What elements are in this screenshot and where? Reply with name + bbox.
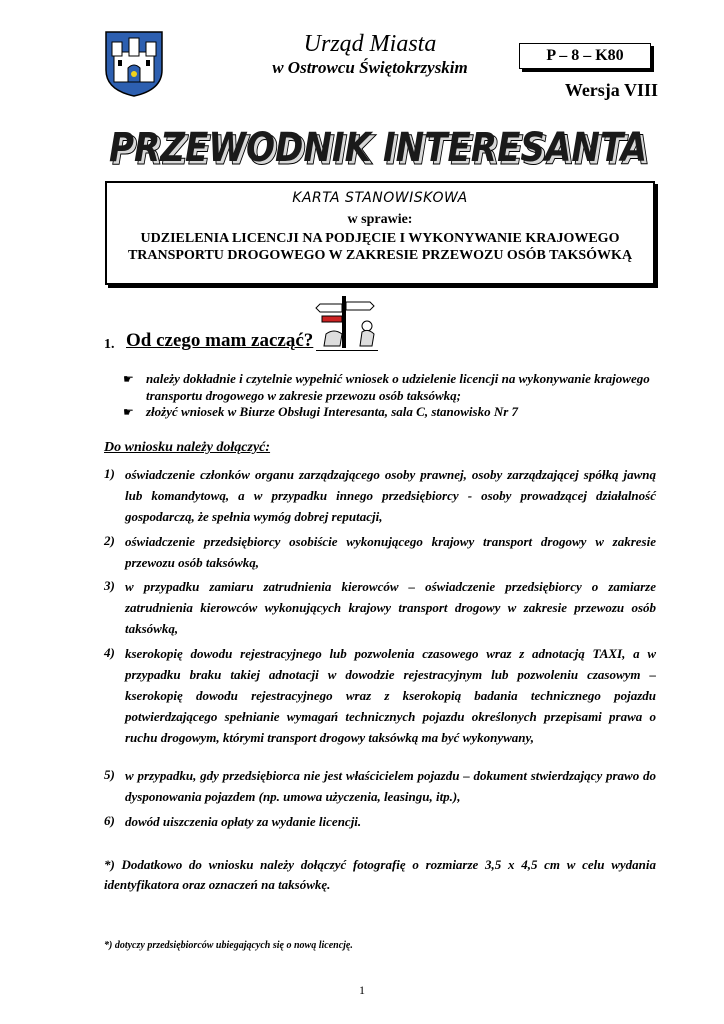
item-number: 1): [104, 466, 115, 481]
section-heading: Od czego mam zacząć?: [126, 330, 314, 351]
banner-shadow: PRZEWODNIK INTERESANTA: [112, 128, 650, 170]
card-matter-label: w sprawie:: [347, 212, 413, 227]
footnote: *) dotyczy przedsiębiorców ubiegających się o nową licencję.: [104, 940, 353, 951]
guide-banner: [104, 124, 652, 170]
section-number: 1.: [104, 337, 115, 352]
attachment-item: kserokopię dowodu rejestracyjnego lub pozwolenia czasowego wraz z adnotacją TAXI, a w przypadku braku takiej adnotacji w dowodzie rejestracyjnym lub pozwoleniu czasowym – kserokopię dowodu rejestracyjnego wraz z kserokopią badania technicznego pojazdu potwierdzającego spełnianie wymagań technicznych pojazdu określonych przepisami prawa o ruchu drogowym, którymi transport drogowy taksówką ma być wykonywany,: [125, 646, 656, 745]
office-title: Urząd Miasta: [303, 31, 437, 57]
heading-underline: [316, 350, 378, 351]
attachments-heading: Do wniosku należy dołączyć:: [104, 440, 271, 455]
page-number: 1: [359, 983, 365, 997]
item-number: 2): [104, 533, 115, 548]
item-number: 5): [104, 767, 115, 782]
attachment-item: oświadczenie przedsiębiorcy osobiście wykonującego krajowy transport drogowy w zakresie przewozu osób taksówką,: [125, 534, 656, 570]
document-version: Wersja VIII: [564, 80, 658, 100]
bullet-item: należy dokładnie i czytelnie wypełnić wniosek o udzielenie licencji na wykonywanie krajowego transportu drogowego w zakresie przewozu osób taksówką;: [146, 371, 650, 403]
pointing-hand-icon: ☛: [123, 372, 134, 386]
document-code: P – 8 – K80: [519, 43, 651, 69]
photo-note: *) Dodatkowo do wniosku należy dołączyć fotografię o rozmiarze 3,5 x 4,5 cm w celu wydania identyfikatora oraz oznaczeń na taksówkę.: [104, 857, 656, 892]
city-crest-icon: [104, 30, 164, 98]
office-subtitle: w Ostrowcu Świętokrzyskim: [272, 58, 468, 77]
bullet-item: złożyć wniosek w Biurze Obsługi Interesanta, sala C, stanowisko Nr 7: [146, 404, 519, 419]
item-number: 6): [104, 813, 115, 828]
attachment-item: w przypadku, gdy przedsiębiorca nie jest właścicielem pojazdu – dokument stwierdzający prawo do dysponowania pojazdem (np. umowa użyczenia, leasingu, itp.),: [125, 768, 656, 804]
signpost-figure-icon: [312, 294, 382, 350]
attachment-item: oświadczenie członków organu zarządzającego osoby prawnej, osoby zarządzającej spółką jawną lub komandytową, a w przypadku innego przedsiębiorcy - osoby prowadzącej działalność gospodarczą, że spełnia wymóg dobrej reputacji,: [125, 467, 656, 524]
item-number: 4): [104, 645, 115, 660]
item-number: 3): [104, 578, 115, 593]
card-subject: UDZIELENIA LICENCJI NA PODJĘCIE I WYKONYWANIE KRAJOWEGO TRANSPORTU DROGOWEGO W ZAKRESIE PRZEWOZU OSÓB TAKSÓWKĄ: [127, 231, 633, 263]
attachment-item: dowód uiszczenia opłaty za wydanie licencji.: [125, 814, 362, 829]
card-title: KARTA STANOWISKOWA: [292, 190, 468, 206]
banner-text: PRZEWODNIK INTERESANTA: [109, 125, 647, 170]
attachment-item: w przypadku zamiaru zatrudnienia kierowców – oświadczenie przedsiębiorcy o zamiarze zatrudnienia kierowców wykonujących krajowy transport drogowy w zakresie przewozu osób taksówką,: [125, 579, 656, 636]
pointing-hand-icon: ☛: [123, 405, 134, 419]
